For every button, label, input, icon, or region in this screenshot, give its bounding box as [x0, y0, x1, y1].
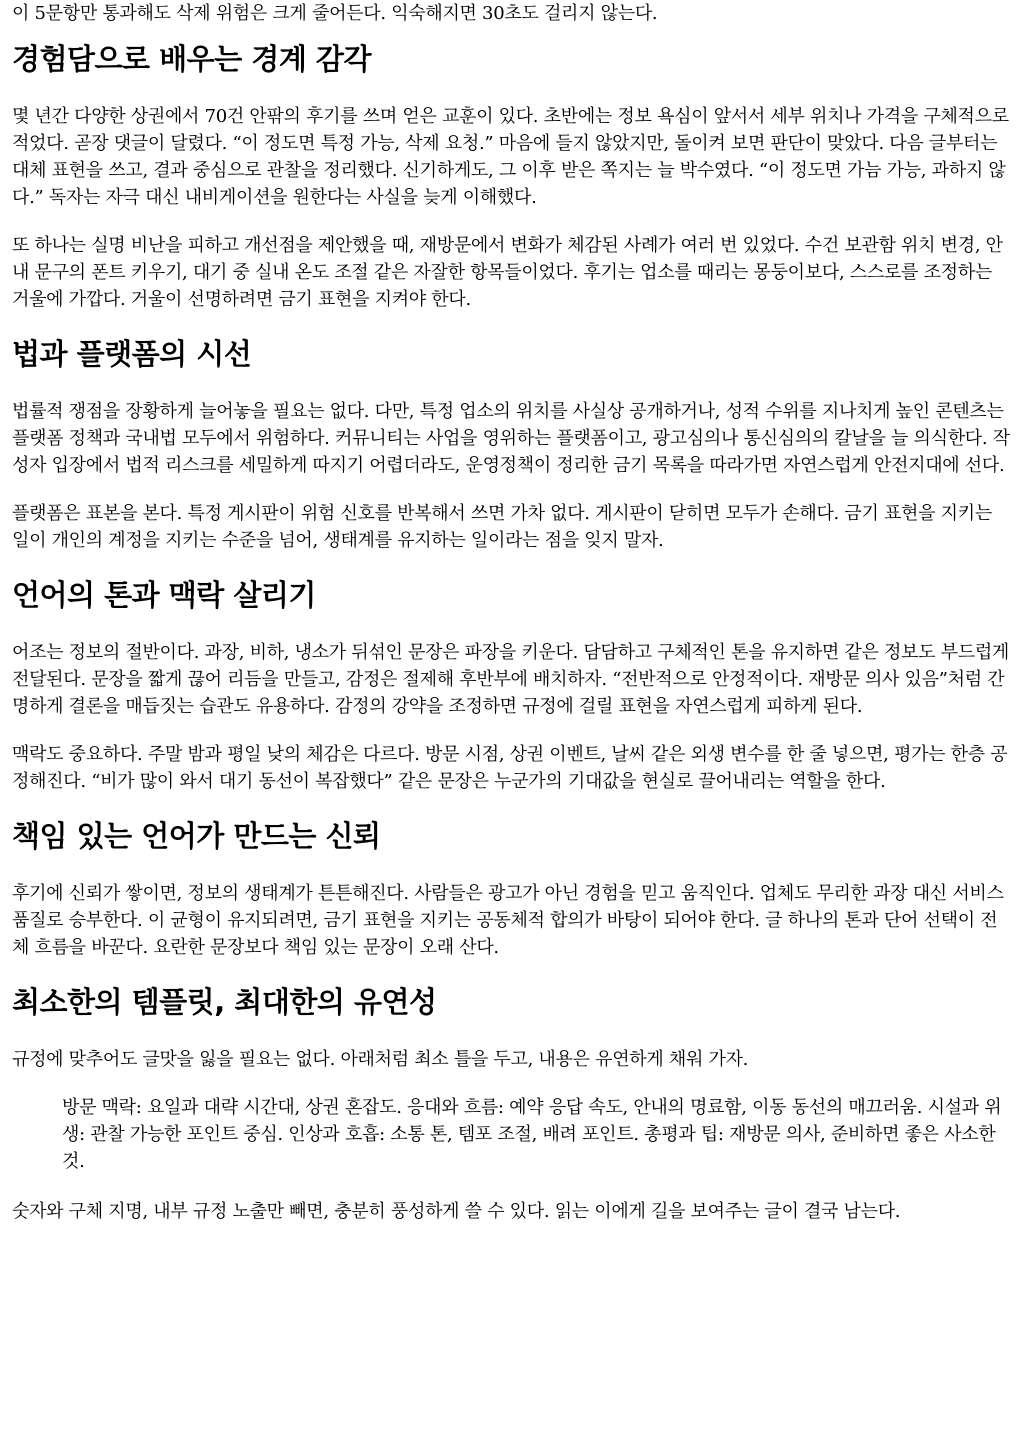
intro-paragraph: 이 5문항만 통과해도 삭제 위험은 크게 줄어든다. 익숙해지면 30초도 걸리지 않는다.: [12, 3, 658, 24]
paragraph: 플랫폼은 표본을 본다. 특정 게시판이 위험 신호를 반복해서 쓰면 가차 없다. 게시판이 닫히면 모두가 손해다. 금기 표현을 지키는 일이 개인의 계정을 지키는 수준을 넘어, 생태계를 유지하는 일이라는 점을 잊지 말자.: [12, 503, 992, 551]
section-law-platform: [12, 334, 1012, 554]
section-heading: 법과 플랫폼의 시선: [12, 337, 252, 371]
paragraph: 규정에 맞추어도 글맛을 잃을 필요는 없다. 아래처럼 최소 틀을 두고, 내용은 유연하게 채워 가자.: [12, 1049, 749, 1070]
paragraph: 어조는 정보의 절반이다. 과장, 비하, 냉소가 뒤섞인 문장은 파장을 키운다. 담담하고 구체적인 톤을 유지하면 같은 정보도 부드럽게 전달된다. 문장을 짧게 끊어 리듬을 만들고, 감정은 절제해 후반부에 배치하자. “전반적으로 안정적이다. 재방문 의사 있음”처럼 간명하게 결론을 매듭짓는 습관도 유용하다. 감정의 강약을 조정하면 규정에 걸릴 표현을 자연스럽게 피하게 된다.: [12, 642, 1010, 717]
template-blockquote: [62, 1094, 1012, 1175]
article: [12, 0, 1012, 1225]
paragraph: 또 하나는 실명 비난을 피하고 개선점을 제안했을 때, 재방문에서 변화가 체감된 사례가 여러 번 있었다. 수건 보관함 위치 변경, 안내 문구의 폰트 키우기, 대기 중 실내 온도 조절 같은 자잘한 항목들이었다. 후기는 업소를 때리는 몽둥이보다, 스스로를 조정하는 거울에 가깝다. 거울이 선명하려면 금기 표현을 지켜야 한다.: [12, 235, 1003, 310]
section-heading: 최소한의 템플릿, 최대한의 유연성: [12, 985, 437, 1019]
closing-paragraph: 숫자와 구체 지명, 내부 규정 노출만 빼면, 충분히 풍성하게 쓸 수 있다. 읽는 이에게 길을 보여주는 글이 결국 남는다.: [12, 1201, 901, 1222]
section-boundary-sense: [12, 39, 1012, 313]
paragraph: 법률적 쟁점을 장황하게 늘어놓을 필요는 없다. 다만, 특정 업소의 위치를 사실상 공개하거나, 성적 수위를 지나치게 높인 콘텐츠는 플랫폼 정책과 국내법 모두에서 위험하다. 커뮤니티는 사업을 영위하는 플랫폼이고, 광고심의나 통신심의의 칼날을 늘 의식한다. 작성자 입장에서 법적 리스크를 세밀하게 따지기 어렵더라도, 운영정책이 정리한 금기 목록을 따라가면 자연스럽게 안전지대에 선다.: [12, 401, 1010, 476]
paragraph: 후기에 신뢰가 쌓이면, 정보의 생태계가 튼튼해진다. 사람들은 광고가 아닌 경험을 믿고 움직인다. 업체도 무리한 과장 대신 서비스 품질로 승부한다. 이 균형이 유지되려면, 금기 표현을 지키는 공동체적 합의가 바탕이 되어야 한다. 글 하나의 톤과 단어 선택이 전체 흐름을 바꾼다. 요란한 문장보다 책임 있는 문장이 오래 산다.: [12, 883, 1004, 958]
section-tone-context: [12, 575, 1012, 795]
section-heading: 언어의 톤과 맥락 살리기: [12, 578, 316, 612]
paragraph: 맥락도 중요하다. 주말 밤과 평일 낮의 체감은 다르다. 방문 시점, 상권 이벤트, 날씨 같은 외생 변수를 한 줄 넣으면, 평가는 한층 공정해진다. “비가 많이 와서 대기 동선이 복잡했다” 같은 문장은 누군가의 기대값을 현실로 끌어내리는 역할을 한다.: [12, 744, 1008, 792]
section-heading: 경험담으로 배우는 경계 감각: [12, 42, 371, 76]
section-template: [12, 982, 1012, 1225]
section-trust: [12, 816, 1012, 961]
section-heading: 책임 있는 언어가 만드는 신뢰: [12, 819, 381, 853]
paragraph: 몇 년간 다양한 상권에서 70건 안팎의 후기를 쓰며 얻은 교훈이 있다. 초반에는 정보 욕심이 앞서서 세부 위치나 가격을 구체적으로 적었다. 곧장 댓글이 달렸다. “이 정도면 특정 가능, 삭제 요청.” 마음에 들지 않았지만, 돌이켜 보면 판단이 맞았다. 다음 글부터는 대체 표현을 쓰고, 결과 중심으로 관찰을 정리했다. 신기하게도, 그 이후 받은 쪽지는 늘 박수였다. “이 정도면 가늠 가능, 과하지 않다.” 독자는 자극 대신 내비게이션을 원한다는 사실을 늦게 이해했다.: [12, 106, 1009, 208]
blockquote-text: 방문 맥락: 요일과 대략 시간대, 상권 혼잡도. 응대와 흐름: 예약 응답 속도, 안내의 명료함, 이동 동선의 매끄러움. 시설과 위생: 관찰 가능한 포인트 중심. 인상과 호흡: 소통 톤, 템포 조절, 배려 포인트. 총평과 팁: 재방문 의사, 준비하면 좋은 사소한 것.: [62, 1097, 1002, 1172]
